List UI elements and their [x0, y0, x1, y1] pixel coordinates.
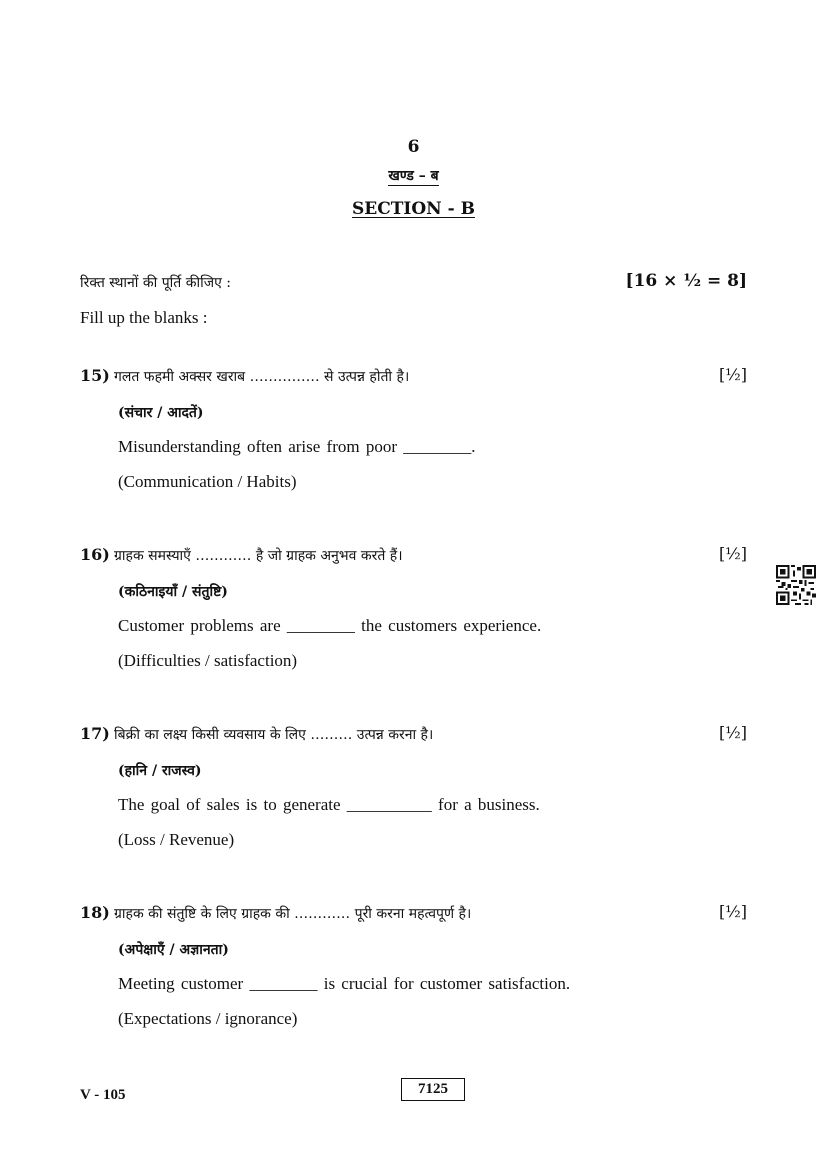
question-text-english: The goal of sales is to generate __________ for a business. [118, 795, 540, 814]
question-marks: [½] [719, 544, 747, 563]
question-number: 17) [80, 724, 110, 743]
options-english: (Expectations / ignorance) [118, 1009, 298, 1028]
section-title-english-text: SECTION - B [352, 199, 475, 219]
question-marks: [½] [719, 723, 747, 742]
question-text-hindi: बिक्री का लक्ष्य किसी व्यवसाय के लिए ……… उत्पन्न करना है। [114, 727, 434, 743]
options-hindi: (अपेक्षाएँ / अज्ञानता) [118, 942, 229, 958]
instruction-hindi: रिक्त स्थानों की पूर्ति कीजिए : [80, 275, 232, 291]
question-16 [80, 544, 747, 670]
question-15 [80, 365, 747, 491]
options-hindi: (संचार / आदतें) [118, 405, 204, 421]
question-text-hindi: गलत फहमी अक्सर खराब …………… से उत्पन्न होती है। [114, 369, 410, 385]
section-title-english [0, 199, 827, 219]
question-number: 16) [80, 545, 110, 564]
options-english: (Loss / Revenue) [118, 830, 235, 849]
options-hindi: (कठिनाइयाँ / संतुष्टि) [118, 584, 228, 600]
question-text-hindi: ग्राहक समस्याएँ ………… है जो ग्राहक अनुभव करते हैं। [114, 548, 403, 564]
section-title-hindi [0, 166, 827, 185]
question-header [80, 903, 747, 923]
question-17 [80, 723, 747, 849]
section-title-hindi-text: खण्ड – ब [388, 168, 439, 184]
paper-code-box: 7125 [401, 1078, 465, 1101]
options-english: (Communication / Habits) [118, 472, 297, 491]
options-english: (Difficulties / satisfaction) [118, 651, 298, 670]
options-hindi: (हानि / राजस्व) [118, 763, 202, 779]
footer-code: V - 105 [80, 1087, 126, 1103]
question-text-english: Misunderstanding often arise from poor ________. [118, 437, 476, 456]
question-marks: [½] [719, 902, 747, 921]
question-text-hindi: ग्राहक की संतुष्टि के लिए ग्राहक की ………… पूरी करना महत्वपूर्ण है। [114, 906, 472, 922]
question-text-english: Meeting customer ________ is crucial for customer satisfaction. [118, 974, 571, 993]
instruction-english: Fill up the blanks : [80, 308, 208, 327]
question-header [80, 366, 747, 386]
total-marks: [16 × ½ = 8] [625, 271, 747, 291]
question-header [80, 724, 747, 744]
question-number: 15) [80, 366, 110, 385]
question-marks: [½] [719, 365, 747, 384]
question-header [80, 545, 747, 565]
question-text-english: Customer problems are ________ the customers experience. [118, 616, 542, 635]
question-number: 18) [80, 903, 110, 922]
question-18 [80, 902, 747, 1028]
qr-code-icon [776, 565, 816, 605]
page-number: 6 [407, 137, 420, 157]
